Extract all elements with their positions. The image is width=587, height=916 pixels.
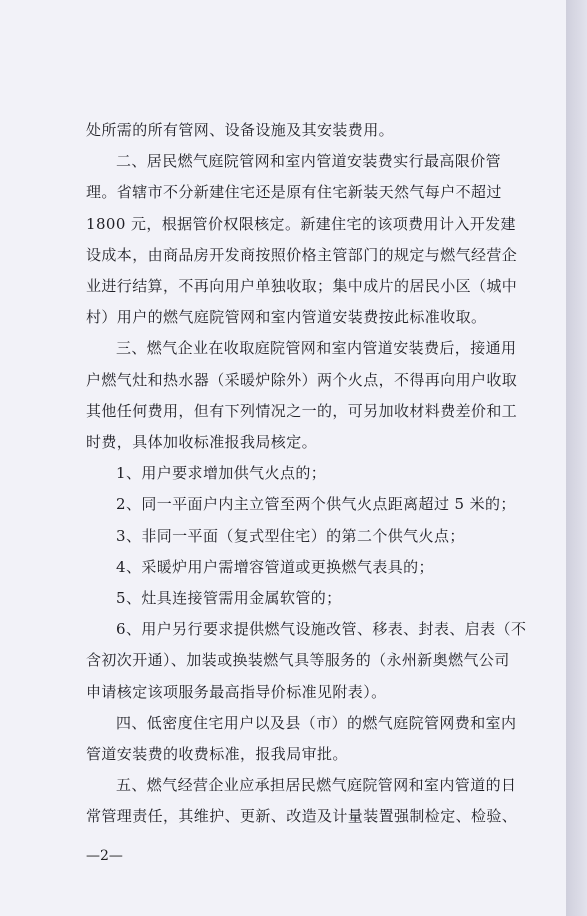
text-line: 业进行结算，不再向用户单独收取；集中成片的居民小区（城中 bbox=[86, 277, 518, 295]
text-line: 常管理责任，其维护、更新、改造及计量装置强制检定、检验、 bbox=[86, 807, 518, 825]
text-line: 2、同一平面户内主立管至两个供气火点距离超过 5 米的； bbox=[116, 495, 516, 513]
text-line: 申请核定该项服务最高指导价标准见附表）。 bbox=[86, 683, 387, 701]
text-line: 五、燃气经营企业应承担居民燃气庭院管网和室内管道的日 bbox=[116, 776, 517, 794]
text-line: 6、用户另行要求提供燃气设施改管、移表、封表、启表（不 bbox=[116, 620, 527, 638]
page-number: —2— bbox=[86, 848, 123, 864]
text-line: 含初次开通）、加装或换装燃气具等服务的（永州新奥燃气公司 bbox=[86, 651, 510, 669]
text-line: 设成本，由商品房开发商按照价格主管部门的规定与燃气经营企 bbox=[86, 246, 518, 264]
text-line: 管道安装费的收费标准，报我局审批。 bbox=[86, 745, 348, 763]
text-line: 1800 元，根据管价权限核定。新建住宅的该项费用计入开发建 bbox=[86, 215, 516, 233]
text-line: 时费，具体加收标准报我局核定。 bbox=[86, 433, 318, 451]
text-line: 二、居民燃气庭院管网和室内管道安装费实行最高限价管 bbox=[116, 152, 502, 170]
text-line: 户燃气灶和热水器（采暖炉除外）两个火点，不得再向用户收取 bbox=[86, 371, 518, 389]
text-line: 3、非同一平面（复式型住宅）的第二个供气火点； bbox=[116, 527, 465, 545]
text-line: 4、采暖炉用户需增容管道或更换燃气表具的； bbox=[116, 558, 434, 576]
page-edge bbox=[566, 0, 587, 916]
text-line: 村）用户的燃气庭院管网和室内管道安装费按此标准收取。 bbox=[86, 308, 487, 326]
text-line: 处所需的所有管网、设备设施及其安装费用。 bbox=[86, 121, 395, 139]
text-line: 四、低密度住宅用户以及县（市）的燃气庭院管网费和室内 bbox=[116, 714, 517, 732]
text-line: 理。省辖市不分新建住宅还是原有住宅新装天然气每户不超过 bbox=[86, 183, 502, 201]
text-line: 三、燃气企业在收取庭院管网和室内管道安装费后，接通用 bbox=[116, 339, 517, 357]
text-line: 1、用户要求增加供气火点的； bbox=[116, 464, 327, 482]
text-line: 5、灶具连接管需用金属软管的； bbox=[116, 589, 342, 607]
text-line: 其他任何费用，但有下列情况之一的，可另加收材料费差价和工 bbox=[86, 402, 518, 420]
